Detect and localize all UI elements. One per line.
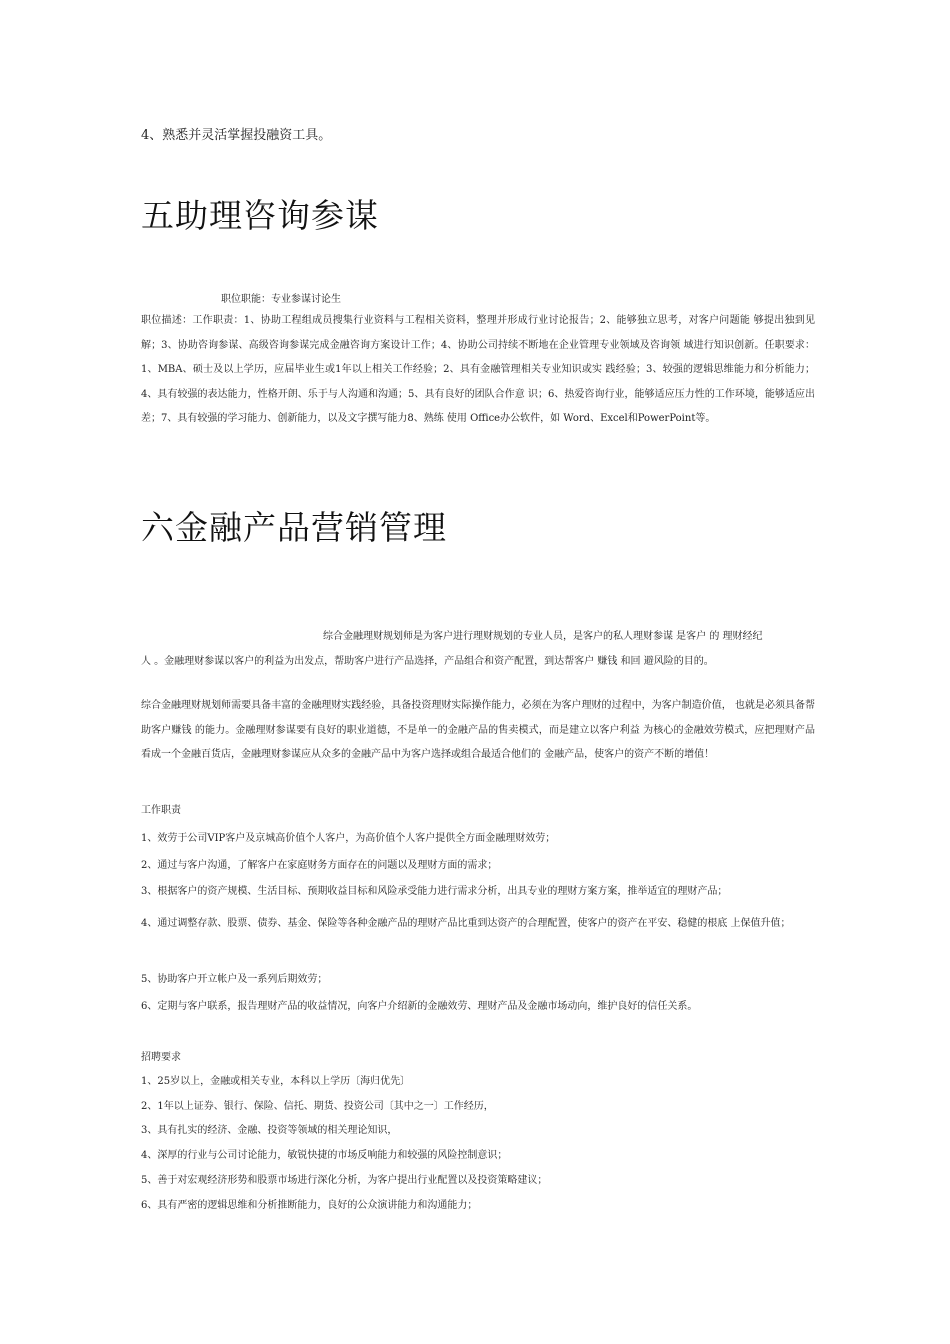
section5-heading: 五助理咨询参谋 bbox=[141, 196, 379, 235]
duty-item: 4、通过调整存款、股票、债券、基金、保险等各种金融产品的理财产品比重到达资产的合理配置，使客户的资产在平安、稳健的根底 上保值升值； bbox=[141, 918, 791, 929]
requirement-item: 4、深厚的行业与公司讨论能力，敏锐快捷的市场反响能力和较强的风险控制意识； bbox=[141, 1150, 508, 1161]
intro-line: 4、熟悉并灵活掌握投融资工具。 bbox=[141, 128, 332, 143]
requirement-item: 6、具有严密的逻辑思维和分析推断能力，良好的公众演讲能力和沟通能力； bbox=[141, 1200, 478, 1211]
duty-item: 1、效劳于公司VIP客户及京城高价值个人客户，为高价值个人客户提供全方面金融理财效劳； bbox=[141, 833, 556, 844]
section6-para1-rest: 人 。金融理财参谋以客户的利益为出发点，帮助客户进行产品选择，产品组合和资产配置，到达帮客户 赚钱 和回 避风险的目的。 bbox=[141, 656, 714, 667]
requirement-item: 1、25岁以上，金融或相关专业，本科以上学历〔海归优先〕 bbox=[141, 1076, 411, 1087]
duty-item: 5、协助客户开立帐户及一系列后期效劳； bbox=[141, 974, 328, 985]
duty-item: 3、根据客户的资产规模、生活目标、预期收益目标和风险承受能力进行需求分析，出具专业的理财方案方案，推举适宜的理财产品； bbox=[141, 886, 728, 897]
requirement-item: 2、1年以上证券、银行、保险、信托、期货、投资公司〔其中之一〕工作经历， bbox=[141, 1101, 494, 1112]
section5-function-line: 职位职能：专业参谋讨论生 bbox=[221, 294, 341, 305]
requirement-item: 3、具有扎实的经济、金融、投资等领域的相关理论知识， bbox=[141, 1125, 398, 1136]
section6-para2: 综合金融理财规划师需要具备丰富的金融理财实践经验，具备投资理财实际操作能力，必须在为客户理财的过程中，为客户制造价值， 也就是必须具备帮助客户赚钱 的能力。金融理财参谋要有良好的职业道德，不是单一的金融产品的售卖模式，而是建立以客户利益 为核心的金融效劳模式，应把理财产品看成一个金融百货店，金融理财参谋应从众多的金融产品中为客户选择或组合最适合他们的 金融产品，使客户的资产不断的增值！ bbox=[141, 700, 815, 761]
duty-item: 6、定期与客户联系，报告理财产品的收益情况，向客户介绍新的金融效劳、理财产品及金融市场动向，维护良好的信任关系。 bbox=[141, 1001, 698, 1012]
section6-heading: 六金融产品营销管理 bbox=[141, 508, 447, 547]
section6-para1-first-line: 综合金融理财规划师是为客户进行理财规划的专业人员，是客户的私人理财参谋 是客户 的 理财经纪 bbox=[323, 631, 763, 642]
requirements-title: 招聘要求 bbox=[141, 1052, 181, 1063]
duty-item: 2、通过与客户沟通，了解客户在家庭财务方面存在的问题以及理财方面的需求； bbox=[141, 860, 498, 871]
section5-description: 职位描述：工作职责：1、协助工程组成员搜集行业资料与工程相关资料，整理并形成行业讨论报告；2、能够独立思考，对客户问题能 够提出独到见解；3、协助咨询参谋、高级咨询参谋完成金融咨询方案设计工作；4、协助公司持续不断地在企业管理专业领域及咨询领 域进行知识创新。任职要求：1、MBA、硕士及以上学历，应届毕业生或1年以上相关工作经验；2、具有金融管理相关专业知识或实 践经验；3、较强的逻辑思维能力和分析能力；4、具有较强的表达能力，性格开朗、乐于与人沟通和沟通；5、具有良好的团队合作意 识；6、热爱咨询行业，能够适应压力性的工作环境，能够适应出差；7、具有较强的学习能力、创新能力，以及文字撰写能力8、熟练 使用 Office办公软件，如 Word、Excel和PowerPoint等。 bbox=[141, 315, 815, 425]
duties-title: 工作职责 bbox=[141, 805, 181, 816]
requirement-item: 5、善于对宏观经济形势和股票市场进行深化分析，为客户提出行业配置以及投资策略建议； bbox=[141, 1175, 548, 1186]
